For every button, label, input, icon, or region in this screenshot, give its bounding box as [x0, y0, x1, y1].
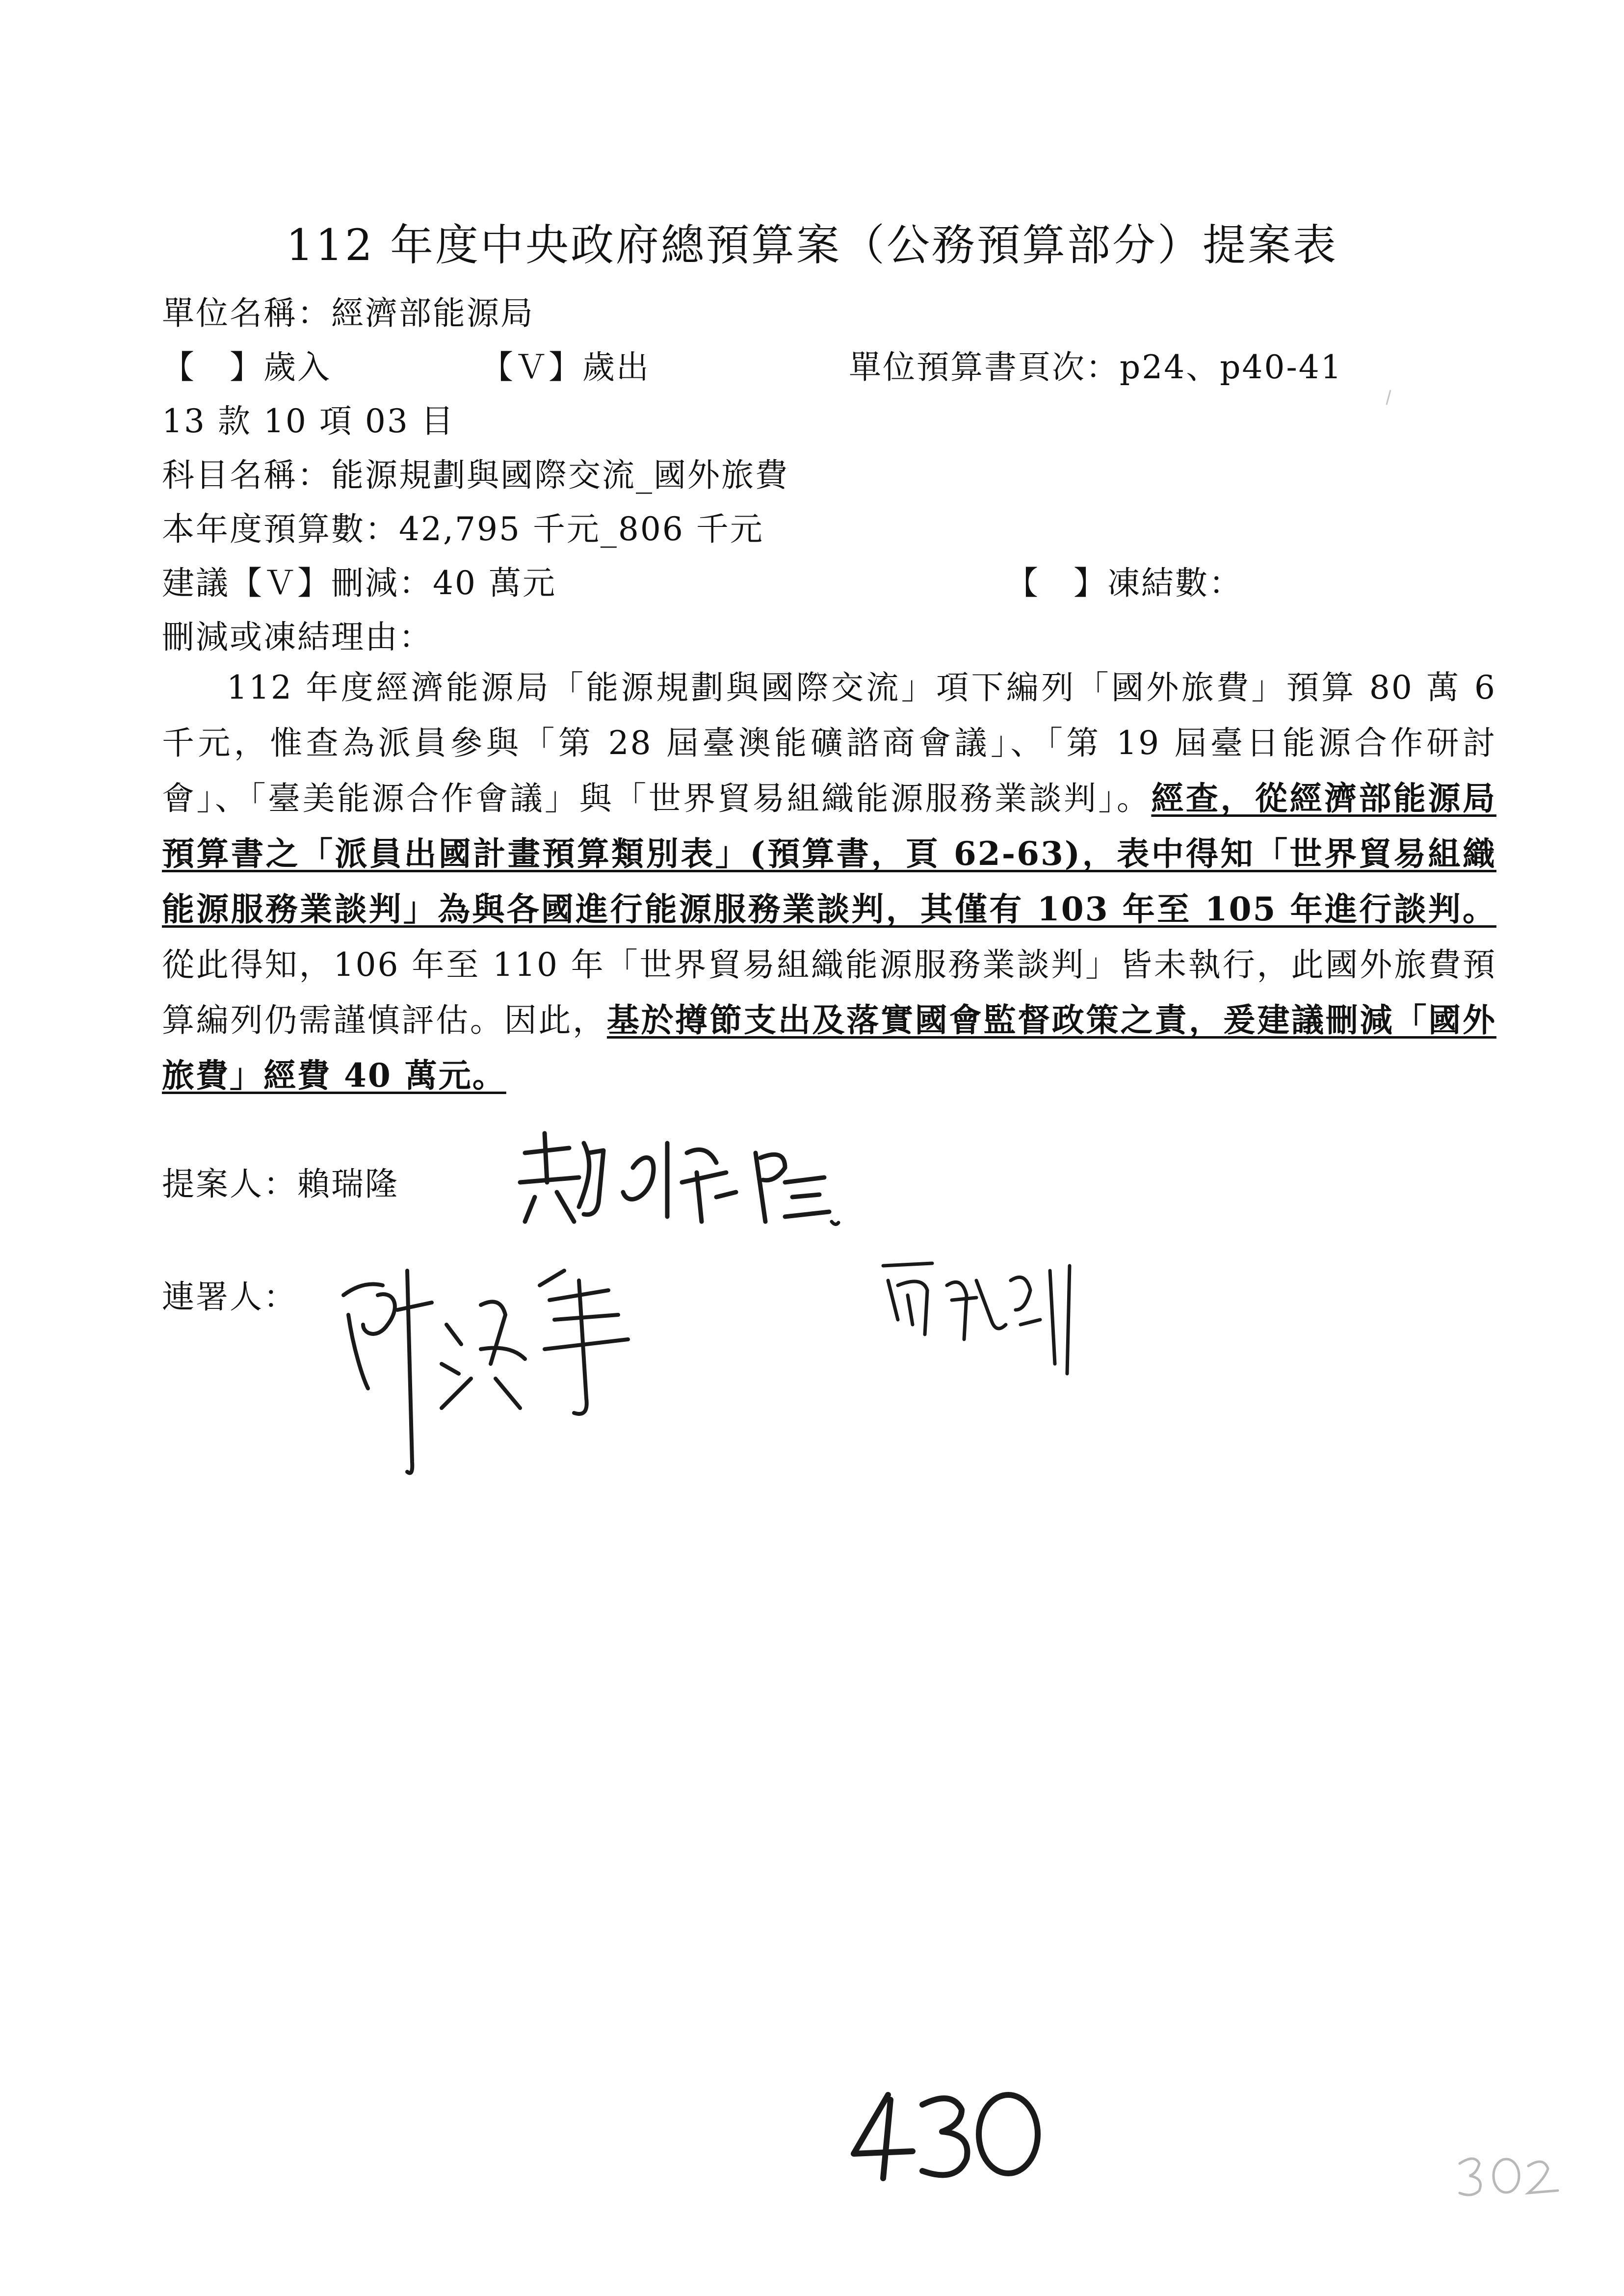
handwritten-page-number	[844, 2085, 1050, 2188]
revenue-checkbox: 【 】歲入	[162, 348, 331, 386]
reason-label: 刪減或凍結理由：	[162, 618, 433, 656]
freeze-amount: 【 】凍結數：	[1006, 564, 1243, 602]
cosigner-label: 連署人：	[162, 1278, 297, 1316]
cosigner-signature-1	[334, 1251, 648, 1487]
expenditure-checkbox: 【Ｖ】歲出	[481, 348, 650, 386]
proposer-signature	[510, 1123, 844, 1236]
unit-name: 單位名稱：經濟部能源局	[162, 294, 534, 332]
reason-text-2-emphasis: 經查，從經濟部能源局預算書之「派員出國計畫預算類別表」(預算書，頁 62-63)，表中得知「世界貿易組織能源服務業談判」為與各國進行能源服務業談判，其僅有 103 年至 105 年進行談判。	[162, 779, 1497, 928]
handwritten-corner-number	[1452, 2149, 1565, 2203]
reason-paragraph	[162, 660, 1496, 1103]
reason-text-3: 從此得知，106 年至 110 年「世界貿易組織能源服務業談判」皆未執行，此國外旅費預算編列仍需謹慎評估。因此，	[162, 946, 1496, 1039]
budget-amount: 本年度預算數：42,795 千元_806 千元	[162, 510, 764, 548]
cosigner-signature-2	[878, 1251, 1084, 1379]
reason-text-4-emphasis: 基於撙節支出及落實國會監督政策之責，爰建議刪減「國外旅費」經費 40 萬元。	[162, 1001, 1497, 1095]
cut-amount: 建議【Ｖ】刪減：40 萬元	[162, 564, 556, 602]
reason-text-1: 112 年度經濟能源局「能源規劃與國際交流」項下編列「國外旅費」預算 80 萬 6 千元，惟查為派員參與「第 28 屆臺澳能礦諮商會議」、「第 19 屆臺日能源合作研討會」、「臺美能源合作會議」與「世界貿易組織能源服務業談判」。	[162, 669, 1496, 817]
budget-pages: 單位預算書頁次：p24、p40-41	[849, 348, 1343, 386]
subject-name: 科目名稱：能源規劃與國際交流_國外旅費	[162, 456, 789, 494]
proposer-label: 提案人：賴瑞隆	[162, 1165, 399, 1203]
pencil-mark	[1384, 388, 1393, 407]
document-title: 112 年度中央政府總預算案（公務預算部分）提案表	[286, 220, 1338, 270]
item-code: 13 款 10 項 03 目	[162, 402, 455, 440]
